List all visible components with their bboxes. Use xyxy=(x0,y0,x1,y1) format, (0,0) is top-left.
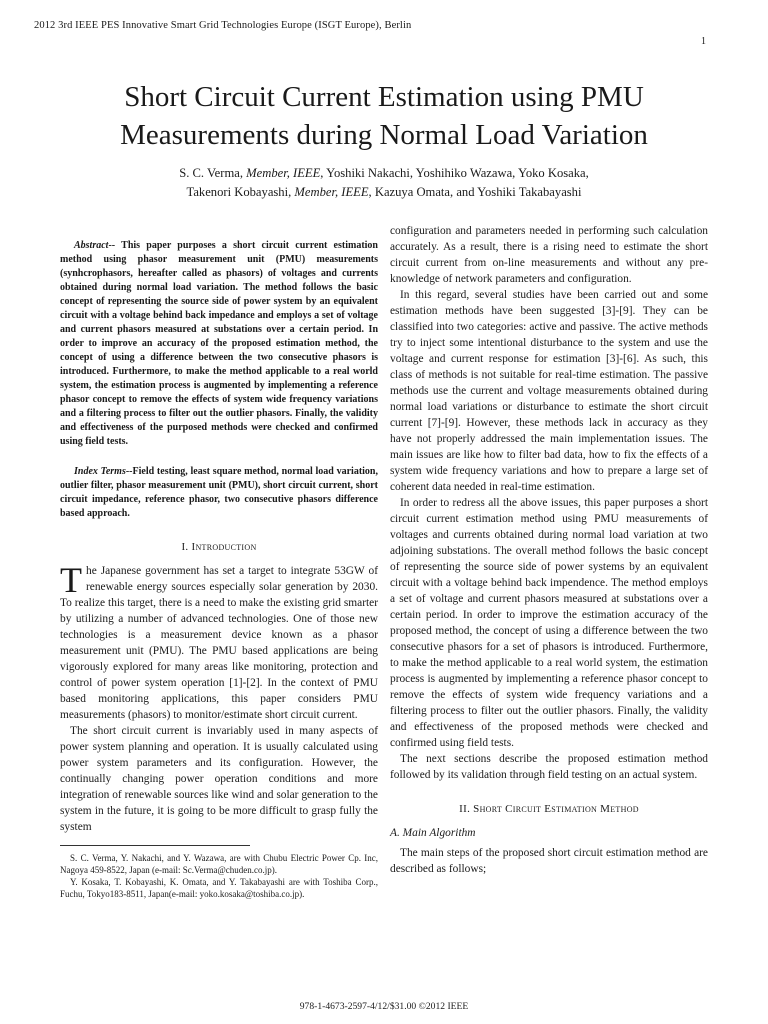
abstract xyxy=(60,239,378,449)
intro-paragraph-2: The short circuit current is invariably used in many aspects of power system planning and operation. It is usually calculated using power system parameters and its configuration. However, the continually changing power operation conditions and more integration of renewable sources like wind and solar generation to the system in the future, it is going to be more difficult to grasp fully the system xyxy=(60,725,378,833)
index-terms-text: --Field testing, least square method, normal load variation, outlier filter, phasor measurement unit (PMU), short circuit current, short circuit impedance, reference phasor, two consecutive phasors difference based approach. xyxy=(60,466,378,519)
footnote-divider xyxy=(60,845,250,846)
body-paragraph-4: The next sections describe the proposed estimation method followed by its validation through field testing on an actual system. xyxy=(390,753,708,781)
copyright-footer: 978-1-4673-2597-4/12/$31.00 ©2012 IEEE xyxy=(299,1001,469,1012)
abstract-text: -- This paper purposes a short circuit current estimation method using phasor measurement unit (PMU) measurements (synhcrophasors, hereafter called as phasors) of voltages and currents obtained during normal load variation. The method follows the basic concept of representing the source side of power system by an equivalent circuit with a voltage behind back impedance and employs a set of voltage and current phasors measured at substations over a certain period. In order to improve an accuracy of the proposed estimation method, the concept of using a difference between the two consecutive phasors is introduced. Furthermore, to make the method applicable to a real world system, the estimation process is augmented by implementing a reference phasor concept to remove the effects of system wide frequency variations and a filtering process to filter out the outlier phasors. Finally, the validity and effectiveness of the purposed methods were checked and confirmed using field tests. xyxy=(60,240,378,447)
body-paragraph-2: In this regard, several studies have been carried out and some estimation methods have been suggested [3]-[9]. They can be classified into two categories: active and passive. The active methods try to inject some intentional disturbance to the system and use the voltage and current response for estimation [3]-[6]. As such, this class of methods is not suitable for real-time estimation. The passive methods use the current and voltage measurements obtained during normal load variations or disturbance to estimate the short circuit current [7]-[9]. However, these methods lack in accuracy as they have not properly addressed the main implementation issues. The main issues are like how to filter bad data, how to fix the effects of a system wide frequency variations and how to prepare a large set of coherent data needed in real-time estimation. xyxy=(390,289,708,493)
section-heading-method: II. Short Circuit Estimation Method xyxy=(459,803,639,815)
author-text: , Kazuya Omata, and Yoshiki Takabayashi xyxy=(368,185,582,199)
right-column xyxy=(390,223,708,877)
footnote-affiliation-1: S. C. Verma, Y. Nakachi, and Y. Wazawa, are with Chubu Electric Power Cp. Inc, Nagoya 459-8522, Japan (e-mail: Sc.Verma@chuden.co.jp). xyxy=(60,853,378,875)
title-line-2: Measurements during Normal Load Variation xyxy=(120,119,648,151)
author-text: , Yoshiki Nakachi, Yoshihiko Wazawa, Yoko Kosaka, xyxy=(320,166,589,180)
title-line-1: Short Circuit Current Estimation using PMU xyxy=(124,81,644,113)
drop-cap: T xyxy=(60,560,82,600)
body-paragraph-1: configuration and parameters needed in performing such calculation accurately. As a result, there is a rising need to estimate the short circuit current from on-line measurements and without any pre-knowledge of network parameters and configuration. xyxy=(390,225,708,285)
subsection-heading-main-algorithm: A. Main Algorithm xyxy=(390,827,476,839)
paper-title xyxy=(0,78,768,154)
page-number: 1 xyxy=(701,36,706,47)
index-terms-label: Index Terms xyxy=(74,466,126,477)
abstract-label: Abstract xyxy=(74,240,109,251)
author-text: Takenori Kobayashi, xyxy=(186,185,295,199)
body-paragraph-5: The main steps of the proposed short circuit estimation method are described as follows; xyxy=(390,847,708,875)
conference-header: 2012 3rd IEEE PES Innovative Smart Grid Technologies Europe (ISGT Europe), Berlin xyxy=(34,20,412,31)
author-text: S. C. Verma, xyxy=(179,166,247,180)
body-paragraph-3: In order to redress all the above issues, this paper purposes a short circuit current estimation method using PMU measurements of voltages and currents obtained during normal load variation at two adjoining substations. The overall method follows the basic concept of representing the source side of power systems by an equivalent circuit with a voltage behind back impendence. The method employs a set of voltage and current phasors measured at substations over a certain period. In order to improve the estimation accuracy of the proposed method, the concept of using a difference between the two consecutive phasors for a set of phasors is introduced. Furthermore, to make the method applicable to a real world system, the estimation process is augmented by implementing a reference phasor concept to remove the effects of system wide frequency variations and a filtering process to filter out the outlier phasors. Finally, the validity and effectiveness of the proposed methods were checked and confirmed using field tests. xyxy=(390,497,708,749)
index-terms xyxy=(60,465,378,521)
intro-text: he Japanese government has set a target to integrate 53GW of renewable energy sources especially solar generation by 2030. To realize this target, there is a need to make the existing grid smarter by utilizing a number of advanced technologies. One of those new technologies is a measurement device known as a phasor measurement unit (PMU). The PMU based applications are being vigorously explored for many areas like monitoring, protection and control of power system operation [1]-[2]. In the context of PMU based monitoring applications, this paper considers PMU measurements (phasors) to monitor/estimate short circuit current. xyxy=(60,565,378,721)
left-column xyxy=(60,223,378,900)
member-title: Member, IEEE xyxy=(246,166,321,180)
section-heading-introduction: I. Introduction xyxy=(181,541,257,553)
footnote-affiliation-2: Y. Kosaka, T. Kobayashi, K. Omata, and Y. Takabayashi are with Toshiba Corp., Fuchu, Tokyo183-8511, Japan(e-mail: yoko.kosaka@toshiba.co.jp). xyxy=(60,877,378,899)
member-title: Member, IEEE xyxy=(294,185,369,199)
intro-paragraph-1 xyxy=(60,560,378,723)
author-list xyxy=(0,164,768,202)
